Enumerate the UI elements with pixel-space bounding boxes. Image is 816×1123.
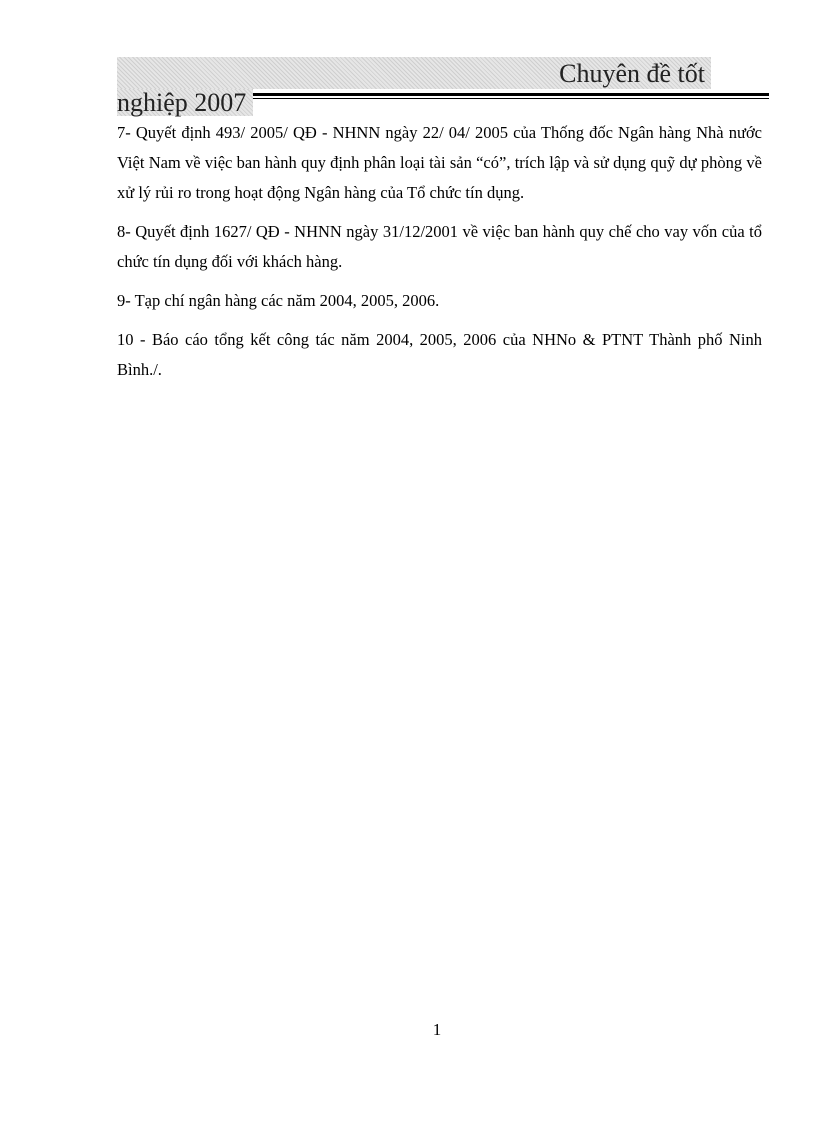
reference-item-10: 10 - Báo cáo tổng kết công tác năm 2004, 2005, 2006 của NHNo & PTNT Thành phố Ninh Bình./.: [117, 330, 762, 379]
reference-item-9: 9- Tạp chí ngân hàng các năm 2004, 2005, 2006.: [117, 291, 440, 310]
reference-item-8: 8- Quyết định 1627/ QĐ - NHNN ngày 31/12/2001 về việc ban hành quy chế cho vay vốn của tổ chức tín dụng đối với khách hàng.: [117, 222, 762, 271]
header-rule-thin: [253, 98, 769, 99]
page-number: 1: [432, 1020, 442, 1039]
header-rule-thick: [253, 93, 769, 96]
reference-list: [117, 118, 762, 394]
header-title-line2: nghiệp 2007: [117, 88, 247, 117]
reference-item-7: 7- Quyết định 493/ 2005/ QĐ - NHNN ngày 22/ 04/ 2005 của Thống đốc Ngân hàng Nhà nước Việt Nam về việc ban hành quy định phân loại tài sản “có”, trích lập và sử dụng quỹ dự phòng về xử lý rủi ro trong hoạt động Ngân hàng của Tổ chức tín dụng.: [117, 123, 762, 202]
header-title-line1: Chuyên đề tốt: [559, 59, 705, 88]
